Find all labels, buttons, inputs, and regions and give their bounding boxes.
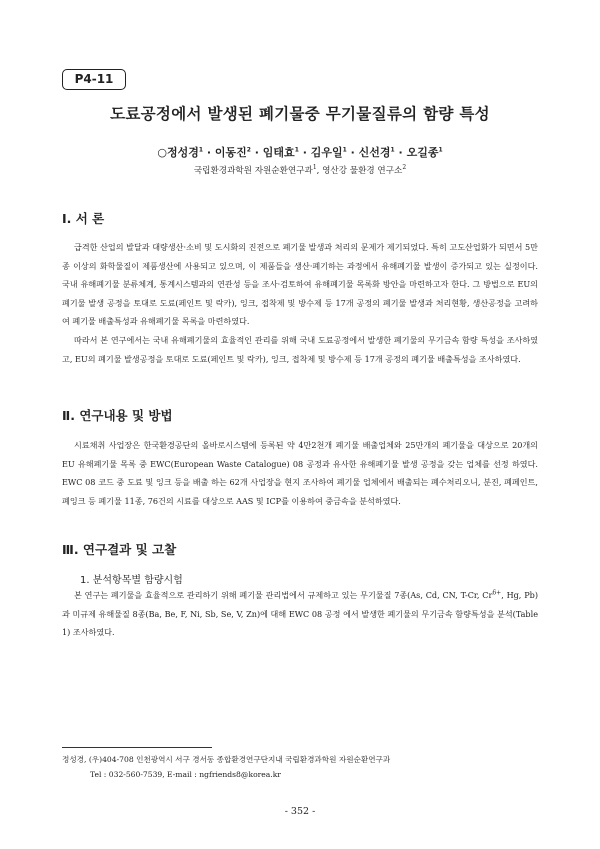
author-list: ○정성경$^1$ · 이동진$^2$ · 임태효$^1$ · 김우일$^1$ · 신선경$^1$ · 오길종$^1$ [157,146,443,159]
paper-title: 도료공정에서 발생된 폐기물중 무기물질류의 함량 특성 [110,105,490,123]
heading-results: Ⅲ. 연구결과 및 고찰 [62,542,177,557]
subheading-analysis: 1. 분석항목별 함량시험 [80,575,183,586]
author-3: 임태효$^1$ [262,146,299,159]
footnote-contact: Tel : 032-560-7539, E-mail : ngfriends8@korea.kr [90,770,281,779]
author-4: 김우일$^1$ [310,146,347,159]
session-badge: P4-11 [62,69,126,90]
intro-paragraph-2: 따라서 본 연구에서는 국내 유해폐기물의 효율적인 관리를 위해 국내 도료공정에서 발생한 폐기물의 무기금속 함량 특성을 조사하였고, EU의 폐기물 발생공정을 토대로 도료(페인트 및 락카), 잉크, 접착제 및 방수제 등 17개 공정의 폐기물 배출특성을 조사하였다. [62,335,538,364]
author-6: 오길종$^1$ [406,146,443,159]
author-5: 신선경$^1$ [358,146,395,159]
methods-paragraph: 시료채취 사업장은 한국환경공단의 올바로시스템에 등록된 약 4만2천개 폐기물 배출업체와 25만개의 폐기물을 대상으로 20개의 EU 유해폐기물 목록 중 EWC(European Waste Catalogue) 08 공정과 유사한 유해폐기물 발생 공정을 갖는 업체를 선정 하였다. EWC 08 코드 중 도료 및 잉크 등을 배출 하는 62개 사업장을 현지 조사하여 폐기물 업체에서 배출되는 폐수처리오니, 분진, 폐페인트, 폐잉크 등 폐기물 11종, 76건의 시료를 대상으로 AAS 및 ICP를 이용하여 중금속을 분석하였다. [62,440,538,506]
results-paragraph: 본 연구는 폐기물을 효율적으로 관리하기 위해 폐기물 관리법에서 규제하고 있는 무기물질 7종(As, Cd, CN, T-Cr, $Cr^{6+}$, Hg, Pb)과 미규제 유해물질 8종(Ba, Be, F, Ni, Sb, Se, V, Zn)에 대해 EWC 08 공정 에서 발생한 폐기물의 무기금속 함량특성을 분석(Table 1) 조사하였다. [62,589,538,637]
heading-introduction: Ⅰ. 서 론 [62,211,105,226]
author-2: 이동진$^2$ [214,146,251,159]
affiliation: 국립환경과학원 자원순환연구과$^1$, 영산강 물환경 연구소$^2$ [193,164,407,176]
author-1: ○정성경$^1$ [157,146,204,159]
footnote-divider [62,747,212,748]
heading-methods: Ⅱ. 연구내용 및 방법 [62,408,173,423]
page-number: - 352 - [284,806,316,817]
footnote-address: 정성경, (우)404-708 인천광역시 서구 경서동 종합환경연구단지내 국립환경과학원 자원순환연구과 [62,755,391,764]
intro-paragraph-1: 급격한 산업의 발달과 대량생산·소비 및 도시화의 진전으로 폐기물 발생과 처리의 문제가 제기되었다. 특히 고도산업화가 되면서 5만종 이상의 화학물질이 제품생산에 사용되고 있으며, 이 제품들을 생산·폐기하는 과정에서 유해폐기물 발생이 증가되고 있는 실정이다. 국내 유해폐기물 분류체계, 통계시스템과의 연관성 등을 조사·검토하여 유해폐기물 목록화 방안을 마련하고자 한다. 그 방법으로 EU의 폐기물 발생 공정을 토대로 도료(페인트 및 락카), 잉크, 접착제 및 방수제 등 17개 공정의 폐기물 발생과 처리현황, 생산공정을 고려하여 폐기물 배출특성과 유해폐기물 목록을 마련하였다. [62,242,538,326]
